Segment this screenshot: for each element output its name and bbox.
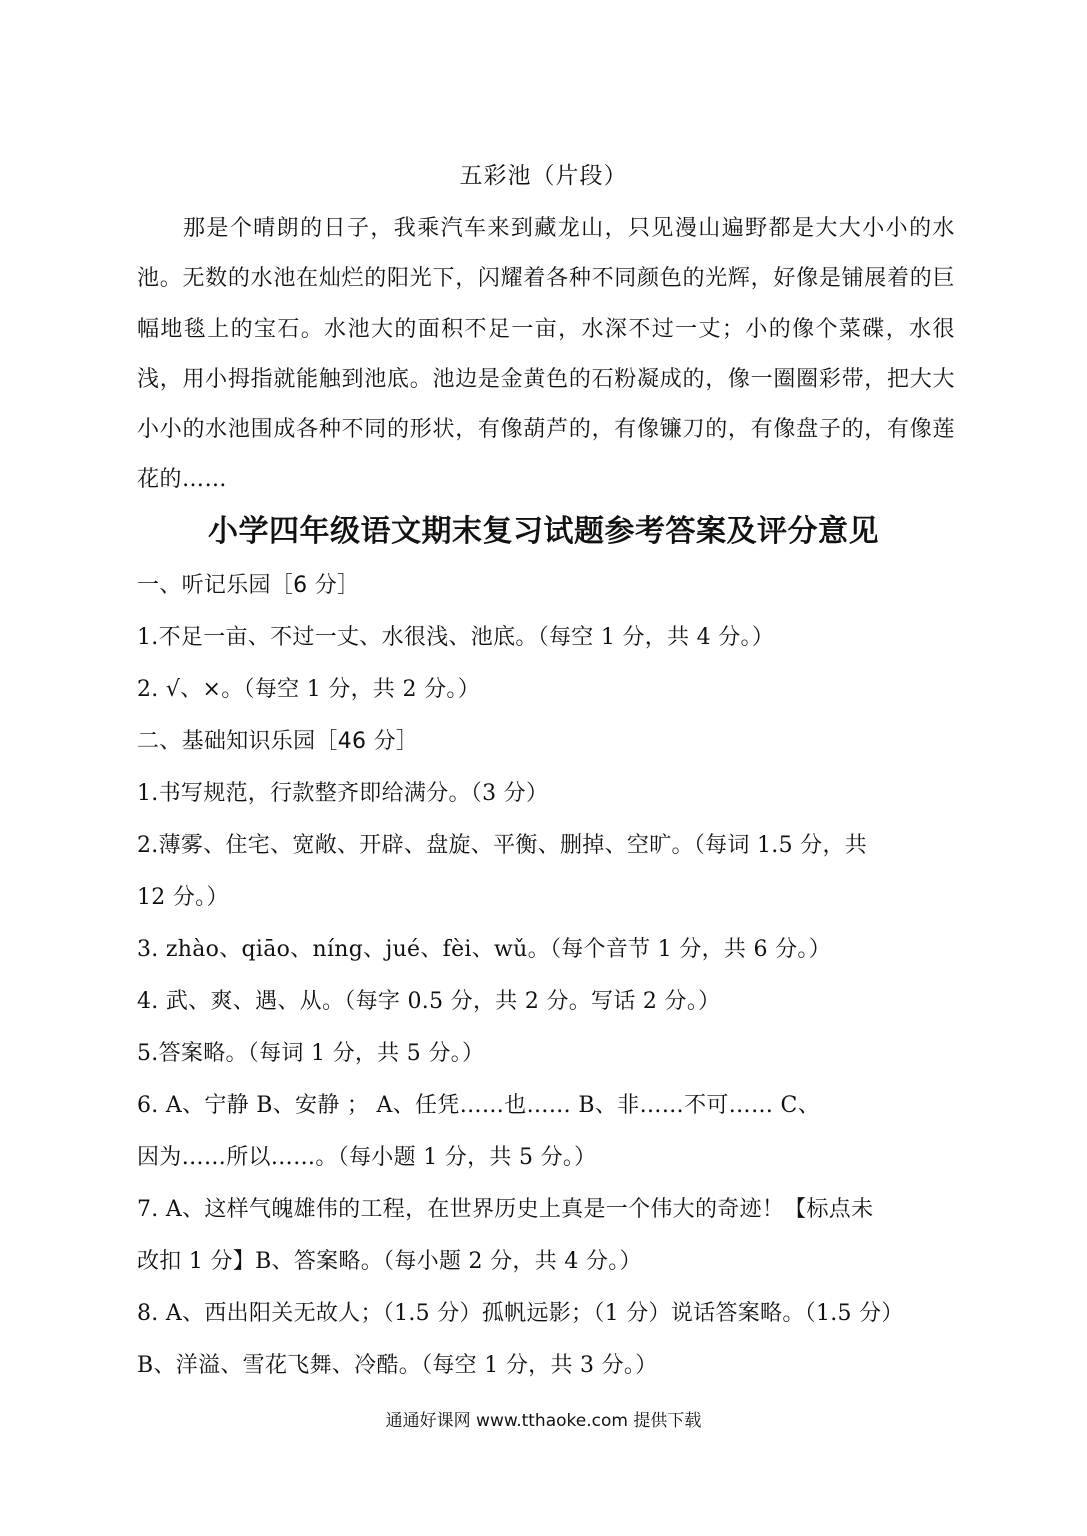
answer-line: 1.书写规范，行款整齐即给满分。（3 分） bbox=[137, 781, 549, 806]
answer-line: 12 分。） bbox=[137, 885, 229, 910]
answer-key-title: 小学四年级语文期末复习试题参考答案及评分意见 bbox=[208, 514, 879, 549]
answer-line: 改扣 1 分】B、答案略。（每小题 2 分，共 4 分。） bbox=[137, 1249, 642, 1274]
answer-line: 3. zhào、qiāo、níng、jué、fèi、wǔ。（每个音节 1 分，共 6 分。） bbox=[137, 937, 832, 962]
answer-line: 6. A、宁静 B、安静 ； A、任凭……也…… B、非……不可…… C、 bbox=[137, 1093, 820, 1118]
answer-key-body bbox=[137, 560, 955, 1392]
passage-text: 那是个晴朗的日子，我乘汽车来到藏龙山，只见漫山遍野都是大大小小的水池。无数的水池在灿烂的阳光下，闪耀着各种不同颜色的光辉，好像是铺展着的巨幅地毯上的宝石。水池大的面积不足一亩，水深不过一丈；小的像个菜碟，水很浅，用小拇指就能触到池底。池边是金黄色的石粉凝成的，像一圈圈彩带，把大大小小的水池围成各种不同的形状，有像葫芦的，有像镰刀的，有像盘子的，有像莲花的…… bbox=[137, 216, 955, 493]
footer-source: 通通好课网 www.tthaoke.com 提供下载 bbox=[385, 1411, 702, 1431]
section-heading-listening: 一、听记乐园［6 分］ bbox=[137, 573, 360, 598]
answer-line: B、洋溢、雪花飞舞、冷酷。（每空 1 分，共 3 分。） bbox=[137, 1353, 658, 1378]
section-heading-basics: 二、基础知识乐园［46 分］ bbox=[137, 729, 419, 754]
answer-line: 2. √、×。（每空 1 分，共 2 分。） bbox=[137, 677, 481, 702]
answer-line: 8. A、西出阳关无故人；（1.5 分）孤帆远影；（1 分）说话答案略。（1.5 分） bbox=[137, 1301, 904, 1326]
passage-title: 五彩池（片段） bbox=[459, 163, 628, 189]
answer-line: 7. A、这样气魄雄伟的工程，在世界历史上真是一个伟大的奇迹！【标点未 bbox=[137, 1197, 874, 1222]
answer-line: 1.不足一亩、不过一丈、水很浅、池底。（每空 1 分，共 4 分。） bbox=[137, 625, 775, 650]
answer-line: 因为……所以……。（每小题 1 分，共 5 分。） bbox=[137, 1145, 597, 1170]
answer-line: 5.答案略。（每词 1 分，共 5 分。） bbox=[137, 1041, 485, 1066]
answer-line: 2.薄雾、住宅、宽敞、开辟、盘旋、平衡、删掉、空旷。（每词 1.5 分，共 bbox=[137, 833, 868, 858]
answer-line: 4. 武、爽、遇、从。（每字 0.5 分，共 2 分。写话 2 分。） bbox=[137, 989, 721, 1014]
